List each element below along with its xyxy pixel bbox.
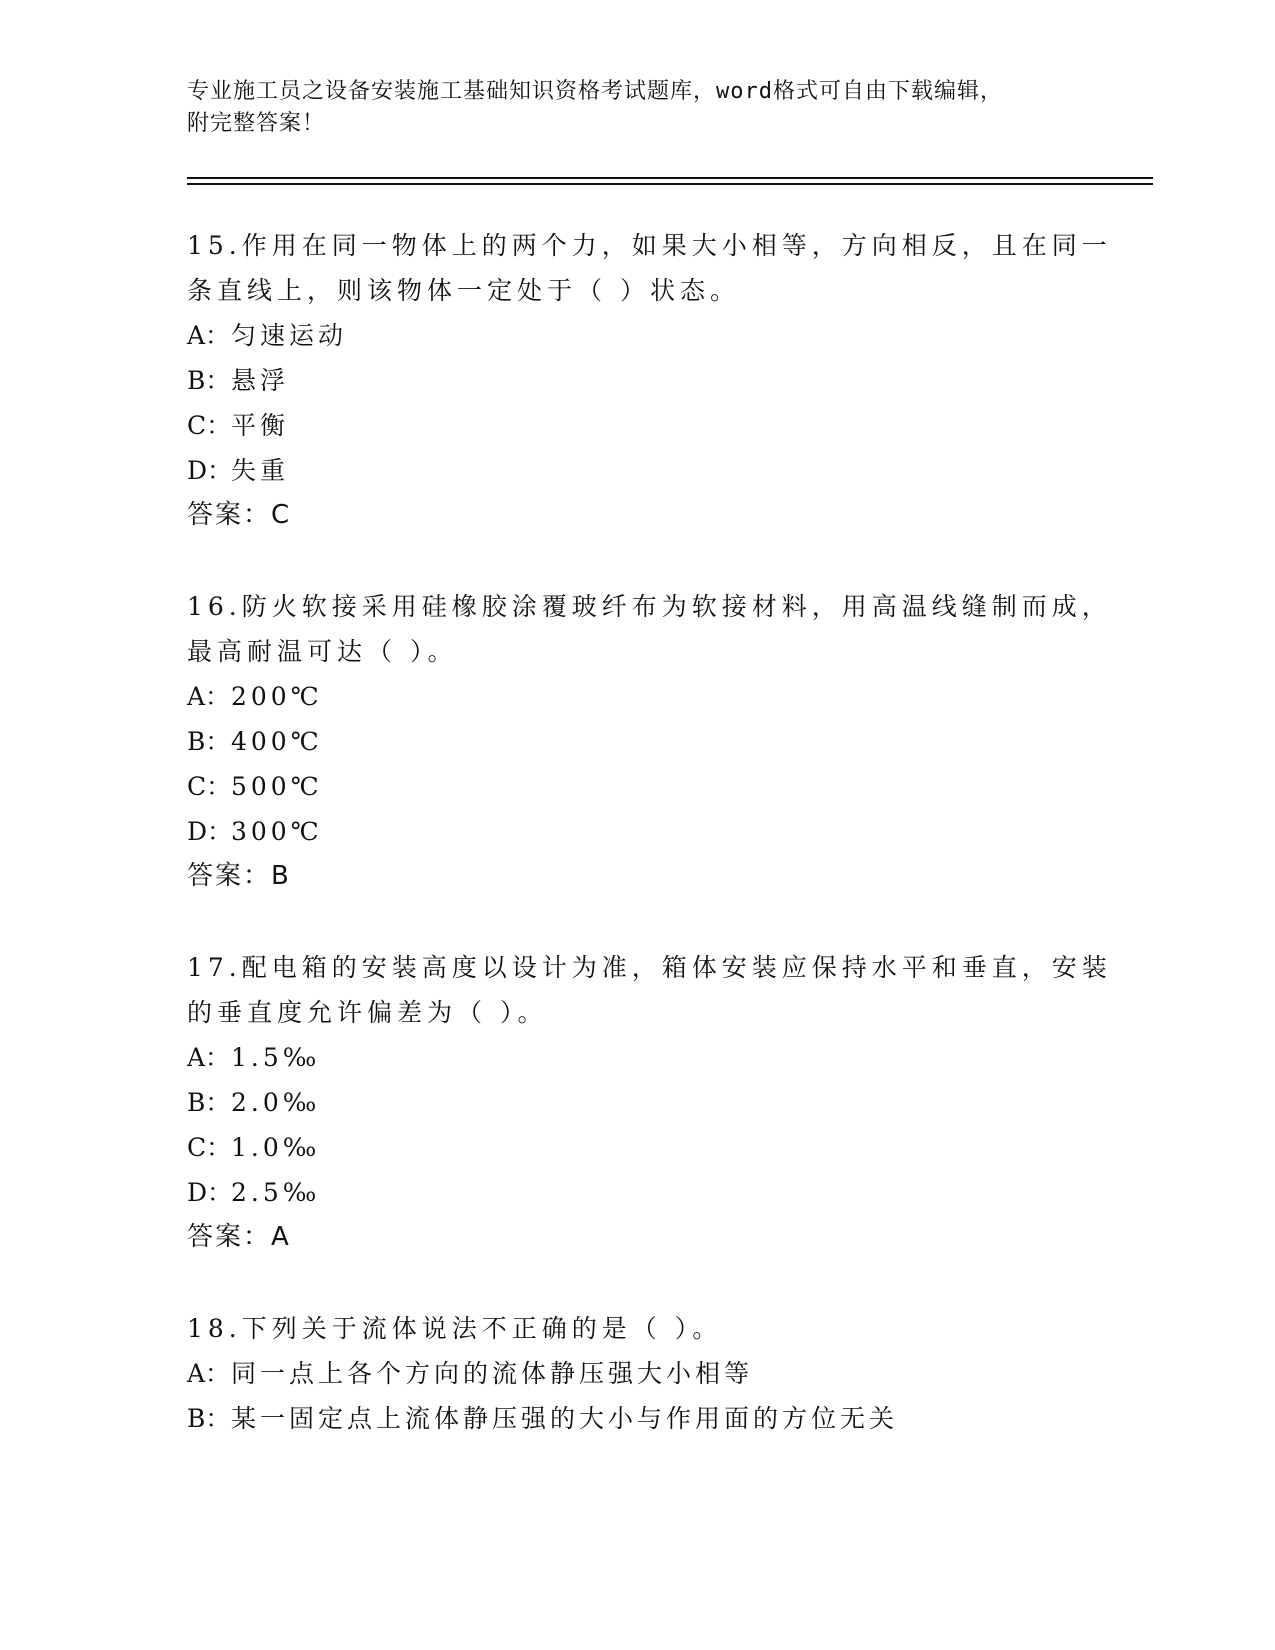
- document-header: [187, 76, 1087, 140]
- option-a: [187, 1035, 1087, 1080]
- option-key: C：: [187, 1133, 232, 1162]
- option-key: A：: [187, 1043, 231, 1072]
- option-text: 2.0‰: [231, 1088, 321, 1117]
- option-a: [187, 674, 1087, 719]
- question-text-line-1: 18.下列关于流体说法不正确的是（ ）。: [187, 1314, 723, 1343]
- question-text-line-1: 16.防火软接采用硅橡胶涂覆玻纤布为软接材料，用高温线缝制而成，: [187, 592, 1112, 621]
- answer-line: 答案：B: [187, 861, 291, 891]
- answer-line: 答案：C: [187, 500, 292, 530]
- option-key: C：: [187, 772, 232, 801]
- option-d: [187, 1170, 1087, 1215]
- option-text: 失重: [231, 456, 290, 485]
- option-c: [187, 764, 1087, 809]
- question-17: [187, 945, 1112, 1260]
- option-text: 1.5‰: [231, 1043, 321, 1072]
- option-c: [187, 1125, 1087, 1170]
- option-key: D：: [187, 456, 233, 485]
- option-key: B：: [187, 366, 231, 395]
- option-key: A：: [187, 321, 231, 350]
- answer-line: 答案：A: [187, 1222, 291, 1252]
- option-text: 1.0‰: [231, 1133, 321, 1162]
- question-text-line-2: 条直线上，则该物体一定处于（ ）状态。: [187, 276, 740, 305]
- question-15: [187, 223, 1112, 538]
- option-text: 匀速运动: [231, 321, 348, 350]
- option-a: [187, 313, 1087, 358]
- option-b: [187, 358, 1087, 403]
- header-title-line-2: 附完整答案！: [187, 111, 326, 136]
- option-b: [187, 1396, 1087, 1441]
- option-text: 某一固定点上流体静压强的大小与作用面的方位无关: [231, 1404, 899, 1433]
- option-c: [187, 403, 1087, 448]
- option-key: B：: [187, 1088, 231, 1117]
- option-a: [187, 1351, 1087, 1396]
- option-b: [187, 719, 1087, 764]
- question-text-line-2: 最高耐温可达（ ）。: [187, 637, 458, 666]
- question-16: [187, 584, 1112, 899]
- question-text-line-1: 15.作用在同一物体上的两个力，如果大小相等，方向相反，且在同一: [187, 231, 1112, 260]
- option-text: 500℃: [231, 772, 323, 801]
- option-b: [187, 1080, 1087, 1125]
- option-text: 300℃: [231, 817, 323, 846]
- option-key: A：: [187, 1359, 231, 1388]
- question-text-line-1: 17.配电箱的安装高度以设计为准，箱体安装应保持水平和垂直，安装: [187, 953, 1112, 982]
- option-text: 平衡: [231, 411, 290, 440]
- option-key: B：: [187, 1404, 231, 1433]
- question-18: [187, 1306, 1087, 1441]
- header-divider-top: [187, 177, 1153, 179]
- option-key: D：: [187, 1178, 233, 1207]
- header-divider-bottom: [187, 183, 1153, 185]
- option-text: 200℃: [231, 682, 323, 711]
- option-key: D：: [187, 817, 233, 846]
- option-text: 悬浮: [231, 366, 290, 395]
- option-key: B：: [187, 727, 231, 756]
- question-text-line-2: 的垂直度允许偏差为（ ）。: [187, 998, 548, 1027]
- option-text: 同一点上各个方向的流体静压强大小相等: [231, 1359, 754, 1388]
- header-title-line-1: 专业施工员之设备安装施工基础知识资格考试题库，word格式可自由下载编辑，: [187, 79, 1003, 104]
- option-key: A：: [187, 682, 231, 711]
- option-key: C：: [187, 411, 232, 440]
- option-text: 400℃: [231, 727, 323, 756]
- option-d: [187, 809, 1087, 854]
- option-d: [187, 448, 1087, 493]
- option-text: 2.5‰: [231, 1178, 321, 1207]
